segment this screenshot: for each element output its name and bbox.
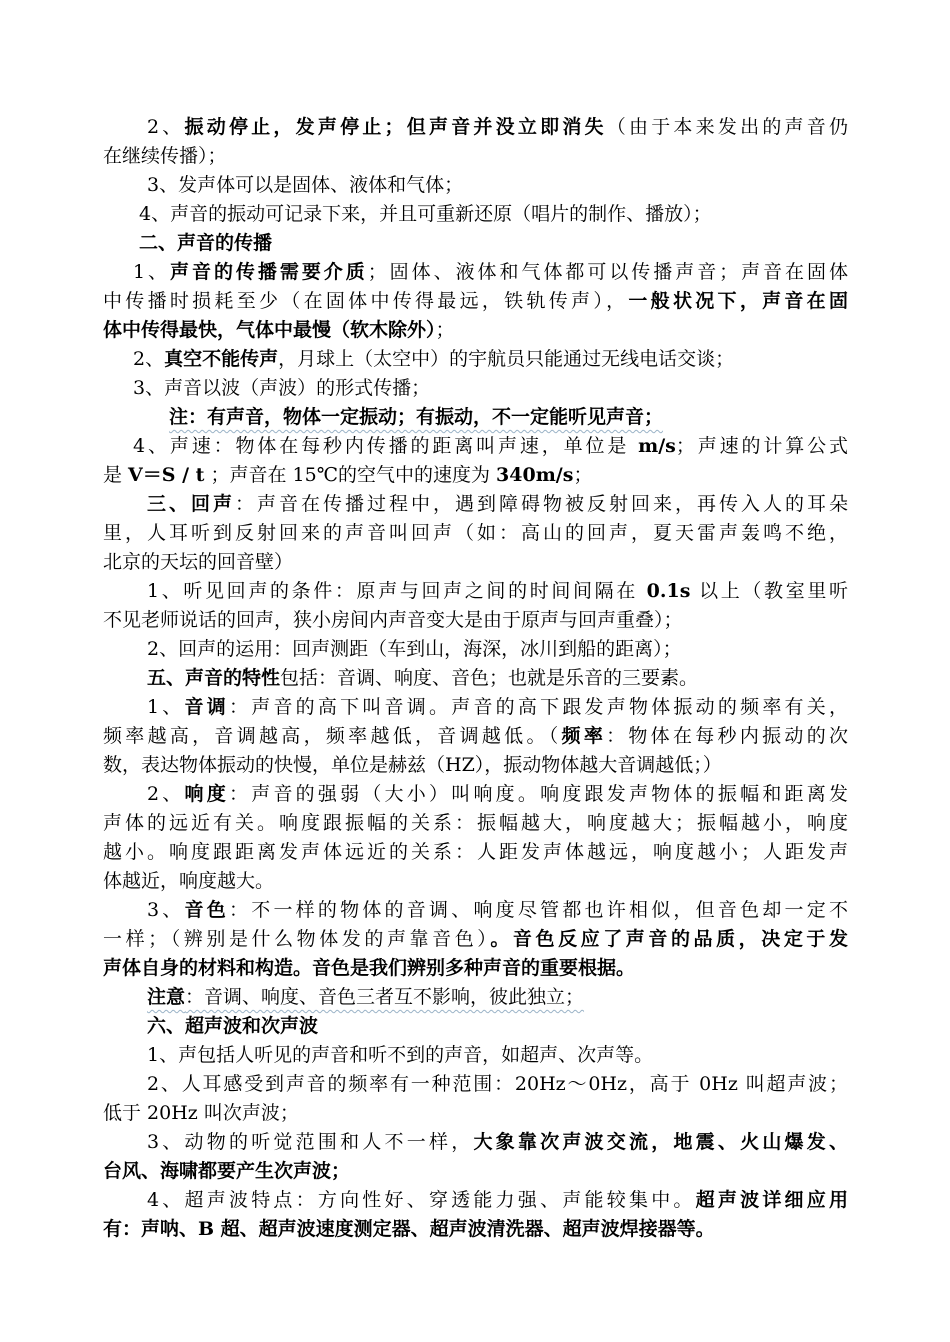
bold-text: 五、声音的特性 — [147, 667, 281, 689]
text-run: 3、动物的听觉范围和人不一样， — [147, 1131, 474, 1153]
text-run: 数，表达物体振动的快慢，单位是赫兹（HZ），振动物体越大音调越低；） — [103, 754, 722, 776]
text-line — [103, 839, 848, 865]
text-run: 3、声音以波（声波）的形式传播； — [133, 377, 431, 399]
text-run: ； — [573, 464, 593, 486]
text-line — [147, 1013, 848, 1039]
text-run: 4、声速：物体在每秒内传播的距离叫声速，单位是 — [133, 435, 639, 457]
text-run: 中传播时损耗至少（在固体中传得最远，铁轨传声）， — [103, 290, 629, 312]
text-run: 声体的远近有关。响度跟振幅的关系：振幅越大，响度越大；振幅越小，响度 — [103, 812, 848, 834]
bold-text: 台风、海啸都要产生次声波； — [103, 1160, 351, 1182]
text-line — [103, 868, 848, 894]
bold-text: 注意 — [147, 986, 186, 1008]
text-line — [147, 781, 848, 807]
text-run: 不见老师说话的回声，狭小房间内声音变大是由于原声与回声重叠）； — [103, 609, 683, 631]
bold-text: 超声波详细应用 — [695, 1189, 848, 1211]
text-run: 体越近，响度越大。 — [103, 870, 275, 892]
text-run: 越小。响度跟距离发声体远近的关系：人距发声体越远，响度越小；人距发声 — [103, 841, 848, 863]
text-line — [147, 1071, 848, 1097]
text-run: ：不一样的物体的音调、响度尽管都也许相似，但音色却一定不 — [229, 899, 848, 921]
text-run: ；声音在 15℃的空气中的速度为 — [204, 464, 497, 486]
text-run: ：物体在每秒内振动的次 — [606, 725, 848, 747]
text-run: 2、 — [133, 348, 165, 370]
bold-text: 注：有声音，物体一定振动；有振动，不一定能听见声音； — [169, 406, 664, 428]
text-line — [147, 694, 848, 720]
bold-text: 音色 — [184, 899, 229, 921]
text-run: 1、听见回声的条件：原声与回声之间的时间间隔在 — [147, 580, 647, 602]
bold-text: 振动停止，发声停止；但声音并没立即消失 — [184, 116, 607, 138]
text-run: 1、声包括人听见的声音和听不到的声音，如超声、次声等。 — [147, 1044, 654, 1066]
bold-text: m/s — [638, 435, 676, 457]
text-run: 里，人耳听到反射回来的声音叫回声（如：高山的回声，夏天雷声轰鸣不绝， — [103, 522, 848, 544]
text-run: 2、人耳感受到声音的频率有一种范围：20Hz～0Hz，高于 0Hz 叫超声波； — [147, 1073, 848, 1095]
bold-text: 六、超声波和次声波 — [147, 1015, 319, 1037]
text-line — [147, 984, 848, 1010]
bold-text: 340m/s — [496, 464, 574, 486]
bold-text: 频率 — [561, 725, 607, 747]
text-line — [103, 955, 848, 981]
text-line — [103, 607, 848, 633]
bold-text: 真空不能传声 — [164, 348, 279, 370]
text-run: ：声音的强弱（大小）叫响度。响度跟发声物体的振幅和距离发 — [229, 783, 848, 805]
text-run: 4、声音的振动可记录下来，并且可重新还原（唱片的制作、播放）； — [139, 203, 712, 225]
text-run: 2、 — [147, 783, 185, 805]
text-run: 北京的天坛的回音壁） — [103, 551, 294, 573]
text-line — [169, 404, 848, 430]
text-line — [103, 810, 848, 836]
text-line — [103, 520, 848, 546]
text-line — [147, 636, 848, 662]
bold-text: 音调 — [184, 696, 229, 718]
text-line — [147, 1129, 848, 1155]
text-line — [133, 346, 848, 372]
text-line — [139, 201, 848, 227]
text-run: 3、 — [147, 899, 185, 921]
text-line — [103, 549, 848, 575]
text-run: 是 — [103, 464, 129, 486]
text-run: ：音调、响度、音色三者互不影响，彼此独立； — [185, 986, 585, 1008]
bold-text: 0.1s — [646, 580, 691, 602]
text-line — [147, 897, 848, 923]
text-line — [103, 926, 848, 952]
text-run: 低于 20Hz 叫次声波； — [103, 1102, 299, 1124]
bold-text: 有：声呐、B 超、超声波速度测定器、超声波清洗器、超声波焊接器等。 — [103, 1218, 715, 1240]
text-run: 2、 — [147, 116, 185, 138]
text-run: 2、回声的运用：回声测距（车到山，海深，冰川到船的距离）； — [147, 638, 682, 660]
text-run: ，月球上（太空中）的宇航员只能通过无线电话交谈； — [278, 348, 735, 370]
text-line — [103, 1158, 848, 1184]
text-run: 4、超声波特点：方向性好、穿透能力强、声能较集中。 — [147, 1189, 696, 1211]
text-line — [103, 288, 848, 314]
bold-text: 体中传得最快，气体中最慢（软木除外） — [103, 319, 436, 341]
bold-text: 声音的传播需要介质 — [170, 261, 368, 283]
text-line — [103, 723, 848, 749]
bold-text: 大象靠次声波交流，地震、火山爆发、 — [473, 1131, 848, 1153]
text-line — [103, 1100, 848, 1126]
text-line — [103, 1216, 848, 1242]
text-run: ；固体、液体和气体都可以传播声音；声音在固体 — [367, 261, 848, 283]
text-line — [103, 752, 848, 778]
text-line — [139, 230, 848, 256]
text-run: （由于本来发出的声音仍 — [606, 116, 848, 138]
text-line — [103, 143, 848, 169]
bold-text: 响度 — [184, 783, 229, 805]
text-line — [133, 259, 848, 285]
text-line — [147, 172, 848, 198]
text-line — [133, 375, 848, 401]
text-run: ；声速的计算公式 — [675, 435, 848, 457]
text-run: 频率越高，音调越高，频率越低，音调越低。（ — [103, 725, 562, 747]
bold-text: 。音色反应了声音的品质，决定于发 — [490, 928, 848, 950]
text-line — [147, 578, 848, 604]
text-line — [103, 317, 848, 343]
bold-text: 声体自身的材料和构造。音色是我们辨别多种声音的重要根据。 — [103, 957, 636, 979]
text-line — [147, 491, 848, 517]
text-run: 包括：音调、响度、音色；也就是乐音的三要素。 — [280, 667, 699, 689]
text-run: 1、 — [133, 261, 171, 283]
text-line — [133, 433, 848, 459]
text-run: ； — [435, 319, 455, 341]
text-run: 一样；（辨别是什么物体发的声靠音色） — [103, 928, 491, 950]
text-line — [103, 462, 848, 488]
bold-text: V＝S / t — [128, 464, 205, 486]
text-run: ：声音在传播过程中，遇到障碍物被反射回来，再传入人的耳朵 — [235, 493, 848, 515]
text-run: 1、 — [147, 696, 185, 718]
text-run: 3、发声体可以是固体、液体和气体； — [147, 174, 464, 196]
bold-text: 二、声音的传播 — [139, 232, 273, 254]
text-run: ：声音的高下叫音调。声音的高下跟发声物体振动的频率有关， — [229, 696, 848, 718]
bold-text: 一般状况下，声音在固 — [628, 290, 848, 312]
text-line — [147, 665, 848, 691]
text-line — [147, 1042, 848, 1068]
text-run: 在继续传播）； — [103, 145, 227, 167]
text-line — [147, 1187, 848, 1213]
bold-text: 三、回声 — [147, 493, 235, 515]
text-line — [147, 114, 848, 140]
text-run: 以上（教室里听 — [690, 580, 848, 602]
